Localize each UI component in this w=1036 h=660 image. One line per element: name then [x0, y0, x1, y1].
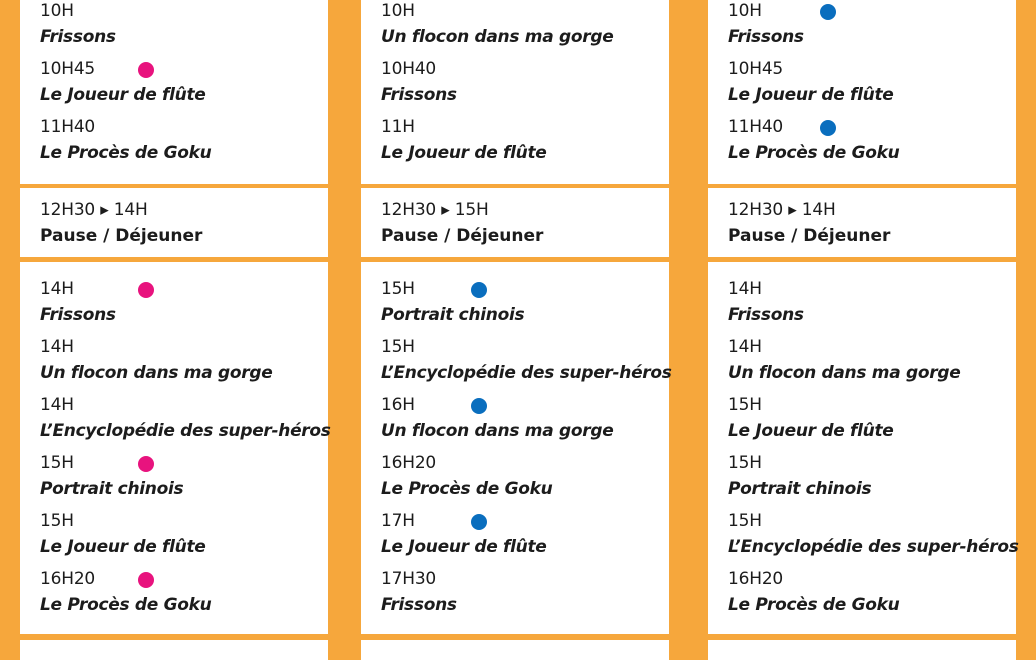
film-title: Le Procès de Goku [381, 479, 553, 499]
screening-time: 10H45 [728, 59, 784, 79]
lunch-break-box [361, 188, 669, 257]
screening-time: 16H20 [381, 453, 437, 473]
screening-entry [728, 394, 1008, 452]
film-title: L’Encyclopédie des super-héros [40, 421, 331, 441]
screening-time: 14H [40, 395, 74, 415]
lunch-break-box [708, 188, 1016, 257]
film-title: Frissons [40, 305, 116, 325]
blue-dot-icon [471, 398, 487, 414]
screening-entry [728, 0, 1008, 58]
screening-entry [728, 452, 1008, 510]
screening-entry [40, 278, 320, 336]
screening-time: 10H [40, 1, 74, 21]
film-title: Un flocon dans ma gorge [381, 421, 614, 441]
screening-entry [40, 568, 320, 626]
screening-entry [381, 510, 661, 568]
screening-entry [40, 336, 320, 394]
film-title: Le Joueur de flûte [381, 143, 547, 163]
pink-dot-icon [138, 282, 154, 298]
film-title: Un flocon dans ma gorge [728, 363, 961, 383]
screening-entry [728, 336, 1008, 394]
film-title: Le Procès de Goku [728, 595, 900, 615]
next-session-box [708, 640, 1016, 660]
lunch-label: Pause / Déjeuner [728, 226, 891, 246]
screening-time: 14H [40, 279, 74, 299]
film-title: L’Encyclopédie des super-héros [728, 537, 1019, 557]
screening-entry [381, 452, 661, 510]
lunch-time: 12H30 ▸ 15H [381, 200, 489, 220]
film-title: Un flocon dans ma gorge [381, 27, 614, 47]
film-title: Frissons [728, 27, 804, 47]
film-title: Le Procès de Goku [40, 595, 212, 615]
screening-time: 11H40 [728, 117, 784, 137]
screening-time: 15H [728, 453, 762, 473]
screening-time: 14H [728, 337, 762, 357]
film-title: Portrait chinois [728, 479, 872, 499]
screening-entry [381, 394, 661, 452]
screening-entry [40, 452, 320, 510]
screening-entry [40, 58, 320, 116]
pink-dot-icon [138, 456, 154, 472]
lunch-time: 12H30 ▸ 14H [728, 200, 836, 220]
blue-dot-icon [820, 120, 836, 136]
screening-time: 10H45 [40, 59, 96, 79]
film-title: Le Joueur de flûte [40, 537, 206, 557]
screening-time: 10H [381, 1, 415, 21]
screening-entry [728, 510, 1019, 568]
screening-time: 15H [381, 279, 415, 299]
film-title: Portrait chinois [40, 479, 184, 499]
next-session-box [20, 640, 328, 660]
lunch-time: 12H30 ▸ 14H [40, 200, 148, 220]
screening-time: 17H [381, 511, 415, 531]
screening-entry [728, 58, 1008, 116]
screening-time: 11H [381, 117, 415, 137]
film-title: Le Joueur de flûte [381, 537, 547, 557]
film-title: Le Joueur de flûte [728, 85, 894, 105]
next-session-box [361, 640, 669, 660]
screening-entry [381, 116, 661, 174]
blue-dot-icon [471, 514, 487, 530]
screening-entry [381, 0, 661, 58]
screening-time: 16H [381, 395, 415, 415]
pink-dot-icon [138, 62, 154, 78]
lunch-label: Pause / Déjeuner [40, 226, 203, 246]
film-title: Frissons [381, 595, 457, 615]
film-title: Le Joueur de flûte [728, 421, 894, 441]
screening-entry [40, 116, 320, 174]
screening-entry [40, 510, 320, 568]
film-title: Le Joueur de flûte [40, 85, 206, 105]
screening-entry [728, 568, 1008, 626]
screening-entry [728, 116, 1008, 174]
screening-time: 11H40 [40, 117, 96, 137]
screening-time: 15H [40, 453, 74, 473]
screening-time: 15H [381, 337, 415, 357]
screening-time: 17H30 [381, 569, 437, 589]
screening-time: 15H [728, 395, 762, 415]
blue-dot-icon [471, 282, 487, 298]
screening-time: 16H20 [728, 569, 784, 589]
screening-entry [381, 58, 661, 116]
screening-time: 14H [40, 337, 74, 357]
screening-entry [381, 336, 672, 394]
screening-time: 15H [728, 511, 762, 531]
screening-time: 16H20 [40, 569, 96, 589]
screening-entry [381, 278, 661, 336]
film-title: Frissons [728, 305, 804, 325]
film-title: Le Procès de Goku [728, 143, 900, 163]
lunch-break-box [20, 188, 328, 257]
film-title: L’Encyclopédie des super-héros [381, 363, 672, 383]
film-title: Le Procès de Goku [40, 143, 212, 163]
screening-entry [40, 0, 320, 58]
screening-entry [381, 568, 661, 626]
blue-dot-icon [820, 4, 836, 20]
screening-time: 15H [40, 511, 74, 531]
film-title: Portrait chinois [381, 305, 525, 325]
lunch-label: Pause / Déjeuner [381, 226, 544, 246]
screening-time: 14H [728, 279, 762, 299]
film-title: Frissons [381, 85, 457, 105]
film-title: Un flocon dans ma gorge [40, 363, 273, 383]
film-title: Frissons [40, 27, 116, 47]
screening-time: 10H40 [381, 59, 437, 79]
screening-entry [40, 394, 331, 452]
screening-entry [728, 278, 1008, 336]
screening-time: 10H [728, 1, 762, 21]
pink-dot-icon [138, 572, 154, 588]
